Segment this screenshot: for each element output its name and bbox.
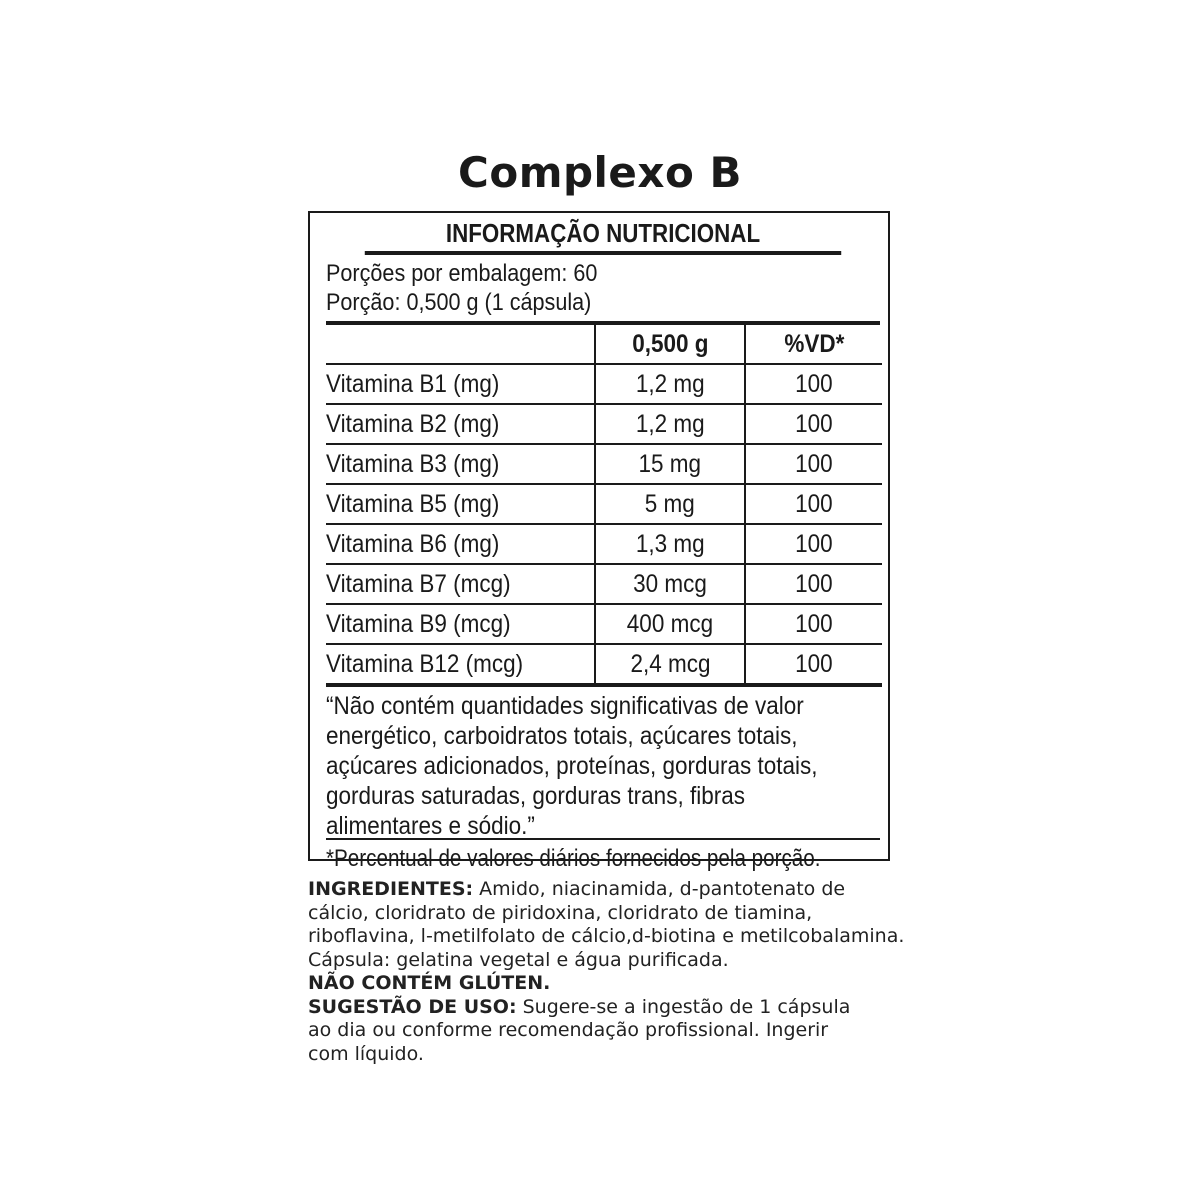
nutrient-name: Vitamina B1 (mg) <box>326 364 595 404</box>
note-line: energético, carboidratos totais, açúcares totais, <box>326 722 798 750</box>
nutrient-name: Vitamina B3 (mg) <box>326 444 595 484</box>
usage-line: com líquido. <box>308 1042 424 1065</box>
table-row <box>326 404 882 444</box>
serving-size: Porção: 0,500 g (1 cápsula) <box>326 289 592 316</box>
note-line: “Não contém quantidades significativas de valor <box>326 692 804 720</box>
nutrient-dv: 100 <box>745 444 882 484</box>
gluten-statement: NÃO CONTÉM GLÚTEN. <box>308 972 551 994</box>
nutrient-amount: 1,3 mg <box>595 524 745 564</box>
table-row <box>326 444 882 484</box>
column-header-nutrient <box>326 325 595 364</box>
nutrient-name: Vitamina B2 (mg) <box>326 404 595 444</box>
nutrient-dv: 100 <box>745 404 882 444</box>
note-line: gorduras saturadas, gorduras trans, fibras <box>326 782 745 810</box>
nutrient-dv: 100 <box>745 484 882 524</box>
nutrient-amount: 400 mcg <box>595 604 745 644</box>
table-row <box>326 364 882 404</box>
usage-line: ao dia ou conforme recomendação profissional. Ingerir <box>308 1019 829 1041</box>
usage-label: SUGESTÃO DE USO: <box>308 995 517 1018</box>
usage-line: SUGESTÃO DE USO: Sugere-se a ingestão de 1 cápsula <box>308 995 851 1018</box>
servings-per-package: Porções por embalagem: 60 <box>326 260 598 287</box>
nutrient-dv: 100 <box>745 524 882 564</box>
nutrient-amount: 2,4 mcg <box>595 644 745 685</box>
non-significant-note <box>326 687 880 840</box>
nutrient-name: Vitamina B5 (mg) <box>326 484 595 524</box>
serving-info <box>326 255 880 321</box>
nutrient-table <box>326 325 882 687</box>
column-header-amount: 0,500 g <box>595 325 745 364</box>
table-row <box>326 524 882 564</box>
table-row <box>326 484 882 524</box>
ingredients-section <box>308 878 928 1066</box>
nutrient-name: Vitamina B9 (mcg) <box>326 604 595 644</box>
nutrient-dv: 100 <box>745 564 882 604</box>
ingredients-line: riboflavina, l-metilfolato de cálcio,d-biotina e metilcobalamina. <box>308 925 905 947</box>
table-row <box>326 644 882 685</box>
table-header-row <box>326 325 882 364</box>
product-title: Complexo B <box>458 148 742 197</box>
nutrient-dv: 100 <box>745 644 882 685</box>
nutrient-amount: 30 mcg <box>595 564 745 604</box>
table-row <box>326 604 882 644</box>
nutrient-dv: 100 <box>745 604 882 644</box>
capsule-line: Cápsula: gelatina vegetal e água purificada. <box>308 948 729 971</box>
nutrient-amount: 1,2 mg <box>595 364 745 404</box>
nutrient-dv: 100 <box>745 364 882 404</box>
nutrient-name: Vitamina B7 (mcg) <box>326 564 595 604</box>
nutrient-amount: 1,2 mg <box>595 404 745 444</box>
nutrient-amount: 15 mg <box>595 444 745 484</box>
panel-header: INFORMAÇÃO NUTRICIONAL <box>365 213 841 255</box>
nutrient-name: Vitamina B12 (mcg) <box>326 644 595 685</box>
ingredients-label: INGREDIENTES: <box>308 878 474 900</box>
ingredients-line: INGREDIENTES: Amido, niacinamida, d-pantotenato de <box>308 878 846 900</box>
nutrient-amount: 5 mg <box>595 484 745 524</box>
note-line: açúcares adicionados, proteínas, gorduras totais, <box>326 752 818 780</box>
nutrition-facts-panel <box>308 211 890 872</box>
table-row <box>326 564 882 604</box>
dv-footnote: *Percentual de valores diários fornecidos pela porção. <box>326 845 821 872</box>
ingredients-line: cálcio, cloridrato de piridoxina, cloridrato de tiamina, <box>308 901 813 924</box>
column-header-dv: %VD* <box>745 325 882 364</box>
nutrient-name: Vitamina B6 (mg) <box>326 524 595 564</box>
note-line: alimentares e sódio.” <box>326 812 535 840</box>
